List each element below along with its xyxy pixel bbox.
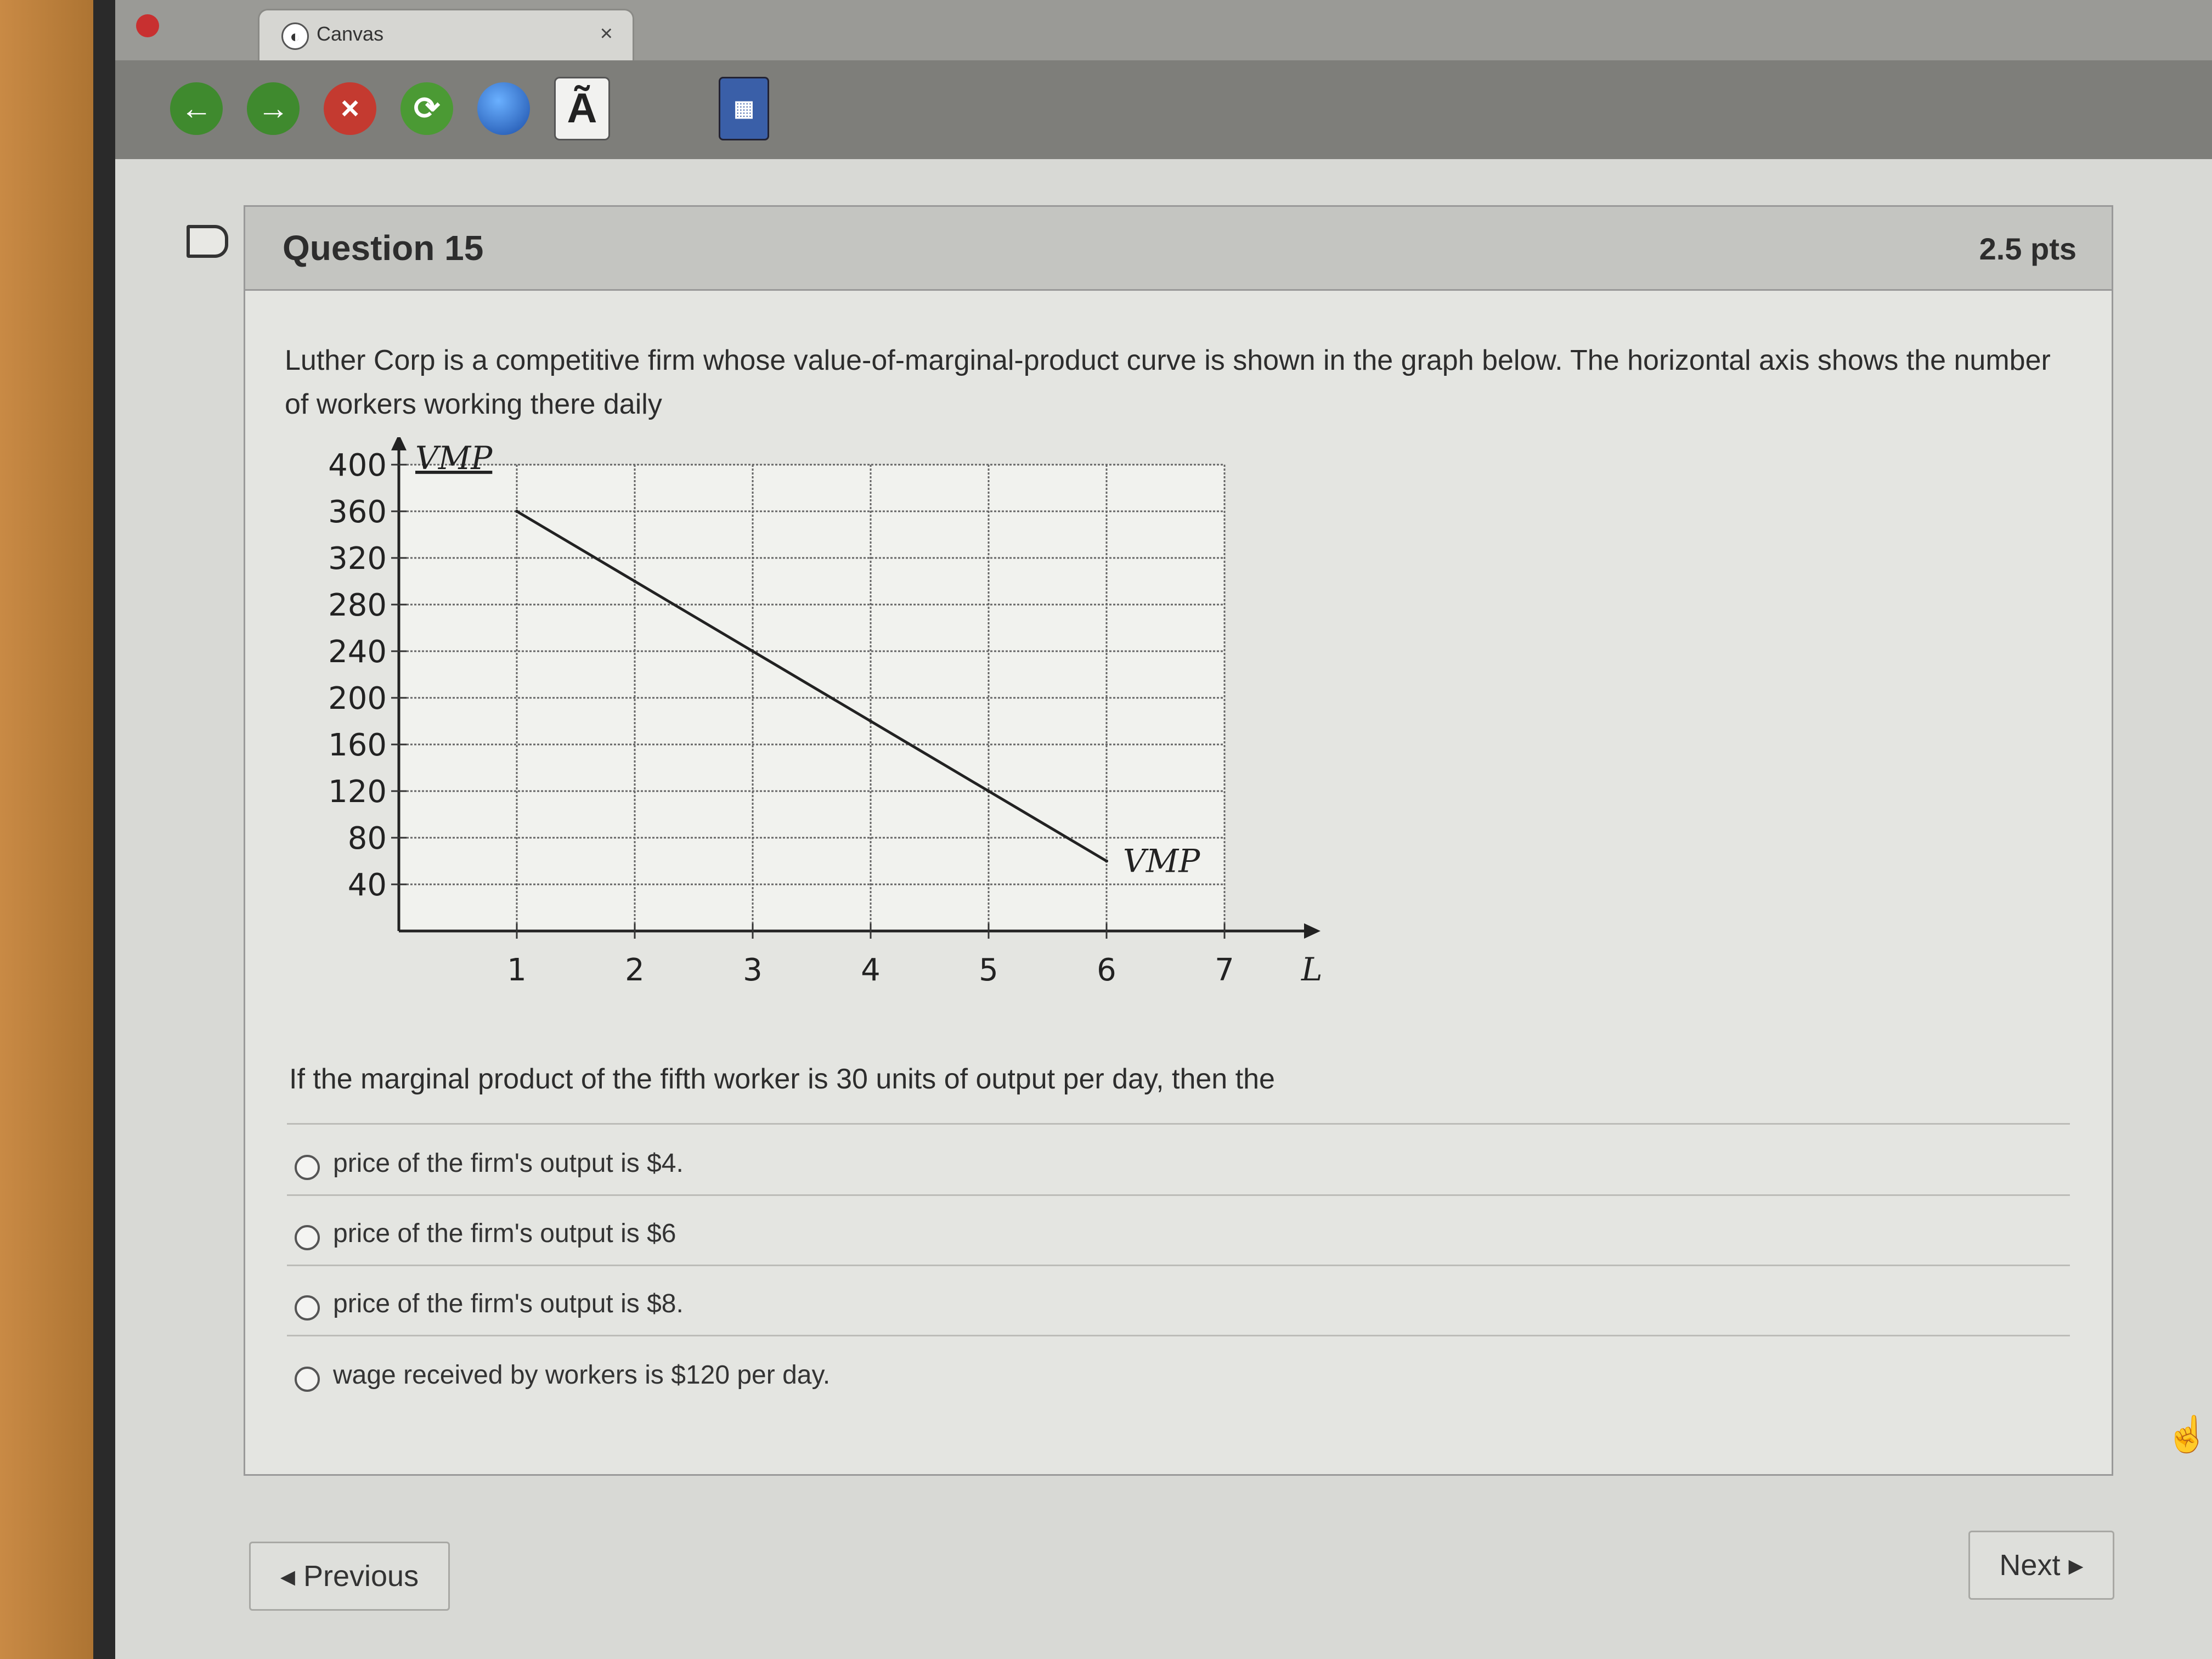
vmp-data-point xyxy=(751,650,754,653)
hand-cursor-icon: ☝ xyxy=(2165,1414,2209,1454)
chart-grid xyxy=(399,465,1224,931)
browser-toolbar xyxy=(115,60,2212,159)
x-tick-label: 4 xyxy=(861,952,881,988)
x-tick-label: 1 xyxy=(507,952,527,988)
vmp-data-point xyxy=(987,789,990,793)
x-tick-label: 2 xyxy=(625,952,645,988)
quiz-page xyxy=(115,159,2212,1659)
x-tick-label: 5 xyxy=(979,952,998,988)
y-tick-label: 280 xyxy=(328,588,387,623)
caret-right-icon: ▸ xyxy=(2060,1549,2084,1582)
vmp-data-point xyxy=(515,510,518,513)
y-tick-label: 360 xyxy=(328,494,387,530)
question-card xyxy=(244,205,2209,1476)
curve-label: VMP xyxy=(1123,842,1200,880)
question-header xyxy=(245,207,2112,291)
x-tick-label: 6 xyxy=(1097,952,1116,988)
answer-option-2[interactable] xyxy=(295,1210,2050,1265)
y-tick-label: 80 xyxy=(347,821,387,856)
tab-title: Canvas xyxy=(317,22,384,45)
answer-option-4[interactable] xyxy=(295,1351,2050,1406)
answer-option-1[interactable] xyxy=(295,1139,2050,1194)
flag-question-icon[interactable] xyxy=(187,225,228,258)
previous-button[interactable] xyxy=(249,1542,450,1611)
x-tick-label: 7 xyxy=(1215,952,1234,988)
question-points: 2.5 pts xyxy=(1979,232,2076,266)
record-indicator-icon xyxy=(136,14,159,37)
y-axis-arrow xyxy=(391,437,407,450)
answer-label: price of the firm's output is $4. xyxy=(333,1149,684,1178)
tab-canvas[interactable] xyxy=(258,9,634,62)
y-axis-title: VMP xyxy=(415,439,493,477)
y-tick-label: 240 xyxy=(328,634,387,670)
answer-label: price of the firm's output is $6 xyxy=(333,1219,676,1248)
stop-button[interactable]: × xyxy=(324,82,376,135)
radio-button[interactable] xyxy=(295,1225,320,1250)
separator xyxy=(287,1194,2070,1196)
next-button[interactable] xyxy=(1968,1531,2114,1600)
y-tick-label: 200 xyxy=(328,681,387,716)
question-text: Luther Corp is a competitive firm whose value-of-marginal-product curve is shown in the graph below. The horizontal axis shows the number of workers working there daily xyxy=(285,345,2051,420)
y-tick-label: 320 xyxy=(328,541,387,577)
caret-left-icon: ◂ xyxy=(280,1560,303,1593)
question-prompt: If the marginal product of the fifth worker is 30 units of output per day, then the xyxy=(289,1063,1275,1095)
x-tick-label: 3 xyxy=(743,952,763,988)
answer-option-3[interactable] xyxy=(295,1280,2050,1335)
y-tick-label: 400 xyxy=(328,448,387,483)
calculator-button[interactable]: ▦ xyxy=(719,77,769,140)
answer-label: wage received by workers is $120 per day. xyxy=(333,1361,831,1390)
radio-button[interactable] xyxy=(295,1295,320,1321)
x-axis-arrow xyxy=(1304,923,1321,939)
next-label: Next xyxy=(1999,1549,2061,1582)
separator xyxy=(287,1123,2070,1125)
separator xyxy=(287,1335,2070,1336)
tab-bar xyxy=(115,0,2212,60)
answer-label: price of the firm's output is $8. xyxy=(333,1289,684,1318)
tab-close-icon[interactable]: × xyxy=(600,21,613,46)
radio-button[interactable] xyxy=(295,1155,320,1180)
font-size-button[interactable]: Ã xyxy=(554,77,610,140)
vmp-data-point xyxy=(869,720,872,723)
separator xyxy=(287,1265,2070,1266)
refresh-button[interactable]: ⟳ xyxy=(400,82,453,135)
previous-label: Previous xyxy=(303,1560,419,1593)
vmp-data-point xyxy=(633,580,636,583)
question-title: Question 15 xyxy=(283,228,484,268)
y-tick-label: 40 xyxy=(347,867,387,903)
forward-button[interactable]: → xyxy=(247,82,300,135)
browser-window xyxy=(115,0,2212,1659)
globe-icon: ◐ xyxy=(281,22,309,50)
y-tick-label: 160 xyxy=(328,727,387,763)
x-axis-title: L xyxy=(1301,951,1323,988)
radio-button[interactable] xyxy=(295,1367,320,1392)
home-globe-button[interactable] xyxy=(477,82,530,135)
back-button[interactable]: ← xyxy=(170,82,223,135)
vmp-data-point xyxy=(1105,860,1108,863)
vmp-chart xyxy=(278,437,1375,997)
y-tick-label: 120 xyxy=(328,774,387,810)
